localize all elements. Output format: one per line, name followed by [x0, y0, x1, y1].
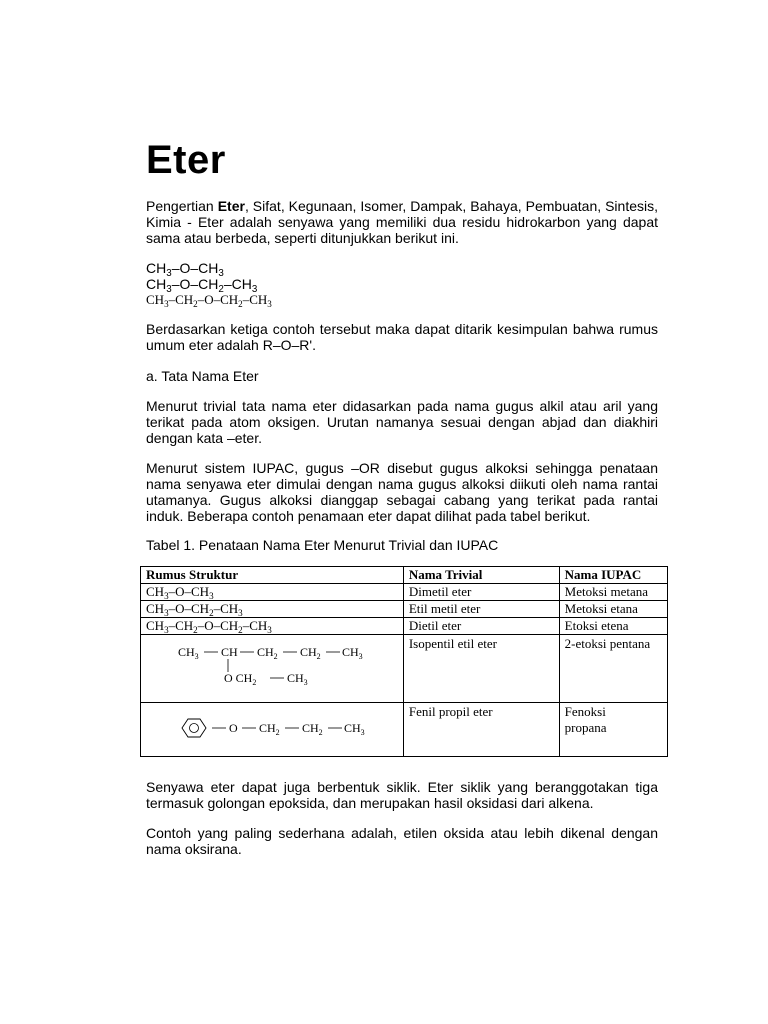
trivial-paragraph: Menurut trivial tata nama eter didasarkan pada nama gugus alkil atau aril yang terikat pada atom oksigen. Urutan namanya sesuai dengan abjad dan diakhiri dengan kata –eter.: [146, 398, 658, 446]
ether-examples: [146, 260, 658, 308]
isopentyl-ethyl-ether-structure: [146, 636, 386, 696]
intro-rest: , Sifat, Kegunaan, Isomer, Dampak, Bahaya, Pembuatan, Sintesis, Kimia - Eter adalah senyawa yang memiliki dua residu hidrokarbon yang dapat sama atau berbeda, seperti ditunjukkan berikut ini.: [146, 198, 659, 246]
trivial-name-cell: Fenil propil eter: [403, 703, 559, 757]
table-row: [141, 584, 668, 601]
atom-label: $CH_3$: [178, 645, 199, 661]
iupac-name-cell: Etoksi etena: [559, 618, 667, 635]
example-formula-2: $CH_3-O-CH_2-CH_3$: [146, 276, 258, 295]
table-row: [141, 703, 668, 757]
benzene-ring-circle: [190, 724, 199, 733]
example-formula-3: $CH_3-CH_2-O-CH_2-CH_3$: [146, 292, 272, 309]
iupac-name-cell: Metoksi etana: [559, 601, 667, 618]
atom-label: O $CH_2$: [224, 671, 257, 687]
iupac-name-cell: 2-etoksi pentana: [559, 635, 667, 703]
naming-table: [140, 566, 668, 757]
atom-label: $CH_2$: [259, 721, 280, 737]
table-row: [141, 635, 668, 703]
benzene-ring-icon: [182, 719, 206, 737]
table-row: [141, 601, 668, 618]
trivial-name-cell: Etil metil eter: [403, 601, 559, 618]
header-formula: Rumus Struktur: [141, 567, 404, 584]
phenyl-propyl-ether-structure: [146, 704, 386, 752]
conclusion-paragraph: Berdasarkan ketiga contoh tersebut maka dapat ditarik kesimpulan bahwa rumus umum eter adalah R–O–R'.: [146, 321, 658, 353]
table-header-row: [141, 567, 668, 584]
contoh-paragraph: Contoh yang paling sederhana adalah, etilen oksida atau lebih dikenal dengan nama oksirana.: [146, 825, 658, 857]
intro-bold-term: Eter: [217, 198, 245, 214]
trivial-name-cell: Dietil eter: [403, 618, 559, 635]
trivial-name-cell: Isopentil etil eter: [403, 635, 559, 703]
structure-cell: [141, 703, 404, 757]
atom-label: $CH_3$: [287, 671, 308, 687]
header-trivial: Nama Trivial: [403, 567, 559, 584]
intro-paragraph: [146, 198, 658, 246]
atom-label: $CH_2$: [302, 721, 323, 737]
atom-label: $CH_3$: [344, 721, 365, 737]
header-iupac: Nama IUPAC: [559, 567, 667, 584]
atom-label: $CH_2$: [300, 645, 321, 661]
iupac-paragraph: Menurut sistem IUPAC, gugus –OR disebut gugus alkoksi sehingga penataan nama senyawa eter dimulai dengan nama gugus alkoksi diikuti oleh nama rantai utamanya. Gugus alkoksi dianggap sebagai cabang yang terikat pada rantai induk. Beberapa contoh penamaan eter dapat dilihat pada tabel berikut.: [146, 460, 658, 524]
formula-cell: $CH_3-O-CH_3$: [141, 584, 404, 601]
section-heading: a. Tata Nama Eter: [146, 368, 259, 384]
trivial-name-cell: Dimetil eter: [403, 584, 559, 601]
iupac-name-cell: Metoksi metana: [559, 584, 667, 601]
atom-label: $CH_3$: [342, 645, 363, 661]
table-row: [141, 618, 668, 635]
siklik-paragraph: Senyawa eter dapat juga berbentuk siklik. Eter siklik yang beranggotakan tiga termasuk golongan epoksida, dan merupakan hasil oksidasi dari alkena.: [146, 779, 658, 811]
iupac-name-cell: Fenoksi propana: [559, 703, 667, 757]
page-title: Eter: [146, 138, 226, 182]
atom-label: O: [229, 721, 238, 735]
structure-cell: [141, 635, 404, 703]
example-formula-1: $CH_3-O-CH_3$: [146, 260, 224, 279]
formula-cell: $CH_3-CH_2-O-CH_2-CH_3$: [141, 618, 404, 635]
intro-prefix: Pengertian: [146, 198, 218, 214]
atom-label: $CH_2$: [257, 645, 278, 661]
table-caption: Tabel 1. Penataan Nama Eter Menurut Trivial dan IUPAC: [146, 537, 499, 553]
atom-label: CH: [221, 645, 238, 659]
formula-cell: $CH_3-O-CH_2-CH_3$: [141, 601, 404, 618]
